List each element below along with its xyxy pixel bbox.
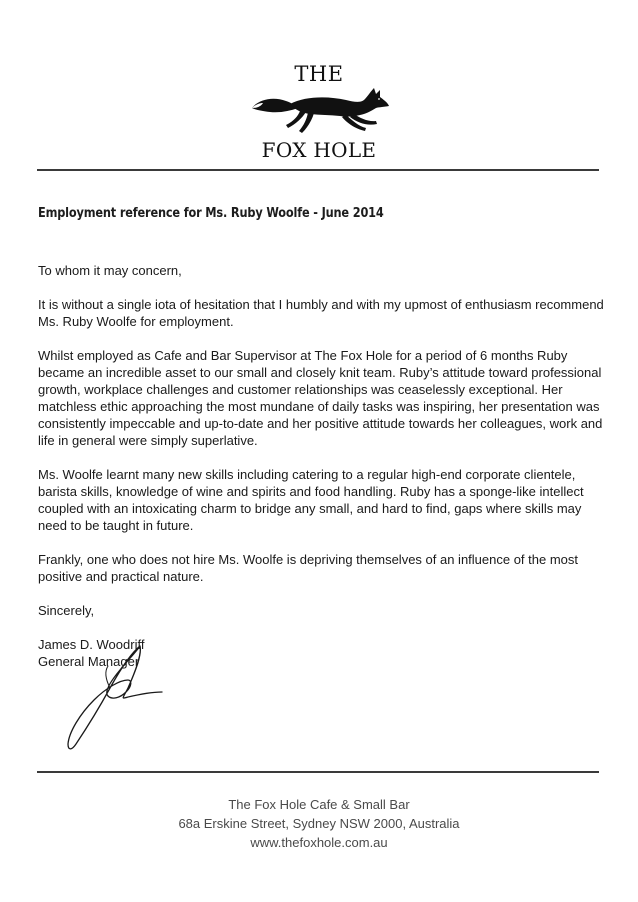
paragraph: Ms. Woolfe learnt many new skills including catering to a regular high-end corporate clientele, barista skills, knowledge of wine and spirits and food handling. Ruby has a sponge-like intellect coupled with an intoxicating charm to bridge any small, and hard to find, gaps where skills may need to be taught in future.: [38, 467, 584, 533]
header-divider: [37, 169, 599, 171]
handwritten-signature: [58, 640, 170, 755]
fox-hole-logo: [240, 62, 398, 162]
logo-bottom-text: FOX HOLE: [261, 138, 377, 162]
logo-top-text: THE: [294, 62, 344, 86]
business-name: The Fox Hole Cafe & Small Bar: [228, 797, 410, 812]
website-link[interactable]: www.thefoxhole.com.au: [250, 835, 388, 850]
salutation: To whom it may concern,: [38, 263, 182, 278]
letter-heading: Employment reference for Ms. Ruby Woolfe - June 2014: [38, 206, 384, 221]
paragraph: It is without a single iota of hesitation that I humbly and with my upmost of enthusiasm recommend Ms. Ruby Woolfe for employment.: [38, 297, 604, 329]
signer-name: James D. Woodriff: [38, 637, 145, 652]
paragraph: Frankly, one who does not hire Ms. Woolfe is depriving themselves of an influence of the most positive and practical nature.: [38, 552, 579, 584]
footer-divider: [37, 771, 599, 773]
running-fox-icon: [250, 84, 390, 136]
letter-body: [38, 262, 604, 670]
footer: [0, 795, 638, 852]
closing: Sincerely,: [38, 603, 95, 618]
signer-title: General Manager: [38, 654, 140, 669]
business-address: 68a Erskine Street, Sydney NSW 2000, Australia: [178, 816, 460, 831]
paragraph: Whilst employed as Cafe and Bar Supervisor at The Fox Hole for a period of 6 months Ruby became an incredible asset to our small and closely knit team. Ruby’s attitude toward professional growth, workplace challenges and customer relationships was ceaselessly exceptional. Her matchless ethic approaching the most mundane of daily tasks was inspiring, her presentation was consistently impeccable and up-to-date and her positive attitude towards her colleagues, work and life in general were simply superlative.: [38, 348, 603, 448]
